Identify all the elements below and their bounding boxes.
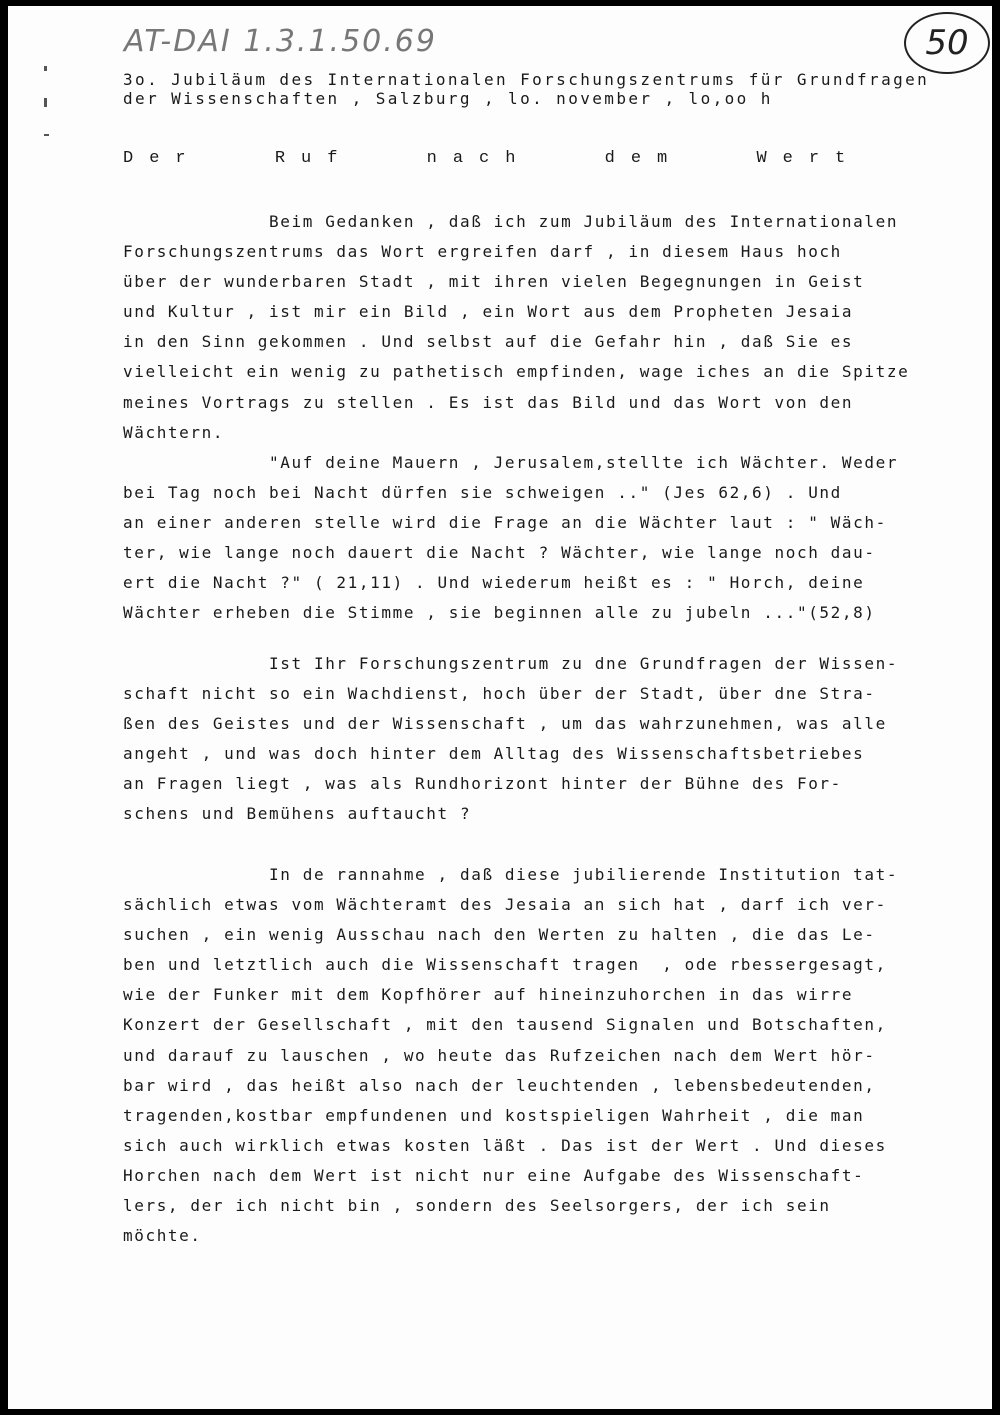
folio-number-circle — [904, 12, 990, 74]
folio-number: 50 — [925, 23, 969, 63]
paragraph-2: Ist Ihr Forschungszentrum zu dne Grundfragen der Wissen- schaft nicht so ein Wachdienst, hoch über der Stadt, über dne Stra- ßen des Geistes und der Wissenschaft , um das wahrzunehmen, was alle angeht , und was doch hinter dem Alltag des Wissenschaftsbetriebes an Fragen liegt , was als Rundhorizont hinter der Bühne des For- schens und Bemühens auftaucht ? — [123, 654, 899, 824]
margin-mark — [44, 66, 47, 71]
document-page — [8, 6, 992, 1409]
margin-mark — [44, 98, 47, 107]
title-word: Wert — [756, 149, 862, 168]
paragraph-1: Beim Gedanken , daß ich zum Jubiläum des Internationalen Forschungszentrums das Wort ergreifen darf , in diesem Haus hoch über der wunderbaren Stadt , mit ihren vielen Begegnungen in Geist und Kultur , ist mir ein Bild , ein Wort aus dem Propheten Jesaia in den Sinn gekommen . Und selbst auf die Gefahr hin , daß Sie es vielleicht ein wenig zu pathetisch empfinden, wage iches an die Spitze meines Vortrags zu stellen . Es ist das Bild und das Wort von den Wächtern. "Auf deine Mauern , Jerusalem,stellte ich Wächter. Weder bei Tag noch bei Nacht dürfen sie schweigen .." (Jes 62,6) . Und an einer anderen stelle wird die Frage an die Wächter laut : " Wäch- ter, wie lange noch dauert die Nacht ? Wächter, wie lange noch dau- ert die Nacht ?" ( 21,11) . Und wiederum heißt es : " Horch, deine Wächter erheben die Stimme , sie beginnen alle zu jubeln ..."(52,8) — [123, 212, 910, 623]
document-heading: 3o. Jubiläum des Internationalen Forschungszentrums für Grundfragen der Wissenschaften , Salzburg , lo. november , lo,oo h — [123, 70, 930, 108]
title-word: Der — [123, 149, 202, 168]
paragraph-3: In de rannahme , daß diese jubilierende Institution tat- sächlich etwas vom Wächteramt des Jesaia an sich hat , darf ich ver- suchen , ein wenig Ausschau nach den Werten zu halten , die das Le- ben und letztlich auch die Wissenschaft tragen , ode rbessergesagt, wie der Funker mit dem Kopfhörer auf hineinzuhorchen in das wirre Konzert der Gesellschaft , mit den tausend Signalen und Botschaften, und darauf zu lauschen , wo heute das Rufzeichen nach dem Wert hör- bar wird , das heißt also nach der leuchtenden , lebensbedeutenden, tragenden,kostbar empfundenen und kostspieligen Wahrheit , die man sich auch wirklich etwas kosten läßt . Das ist der Wert . Und dieses Horchen nach dem Wert ist nicht nur eine Aufgabe des Wissenschaft- lers, der ich nicht bin , sondern des Seelsorgers, der ich sein möchte. — [123, 865, 899, 1246]
title-word: dem — [604, 149, 684, 168]
title-word: nach — [426, 149, 532, 168]
archive-reference: AT-DAI 1.3.1.50.69 — [124, 24, 437, 59]
title-word: Ruf — [274, 149, 354, 168]
margin-mark — [44, 134, 49, 136]
document-title — [123, 149, 916, 168]
